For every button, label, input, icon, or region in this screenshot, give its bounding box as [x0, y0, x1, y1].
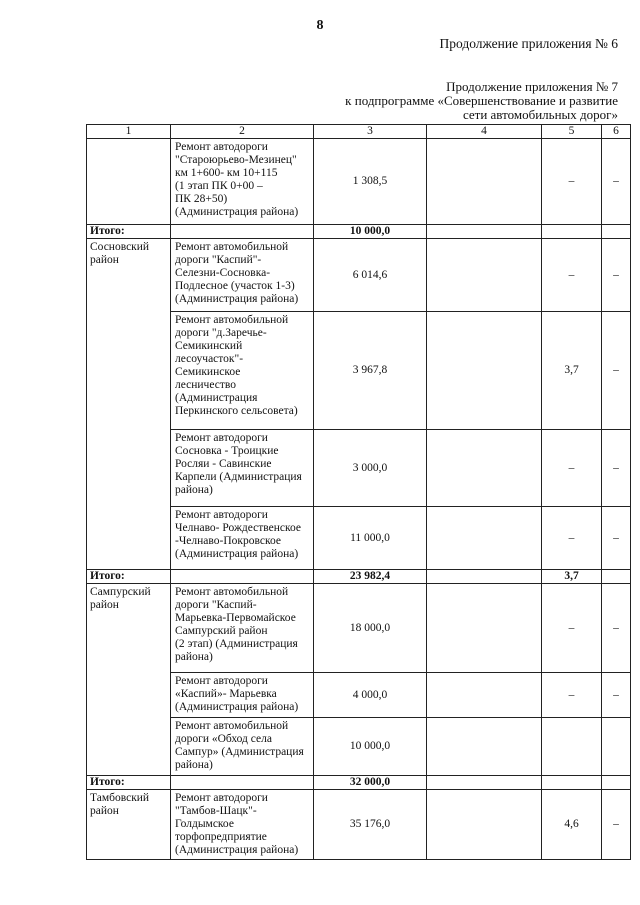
column-5-cell: –: [542, 673, 602, 718]
continuation-line: Продолжение приложения № 7: [446, 79, 618, 94]
road-name-line: Ремонт автодороги: [175, 792, 268, 804]
road-name-line: (Администрация района): [175, 293, 299, 305]
total-label: Итого:: [87, 776, 171, 790]
total-row: [87, 570, 631, 584]
empty-cell: [171, 225, 314, 239]
empty-cell: [602, 225, 631, 239]
region-name-line: район: [90, 254, 119, 266]
region-name-line: район: [90, 805, 119, 817]
column-4-cell: [427, 139, 542, 225]
road-name-cell: [171, 430, 314, 507]
road-name-line: Ремонт автомобильной: [175, 720, 289, 732]
region-name-line: Сампурский: [90, 586, 151, 598]
header-row: [87, 125, 631, 139]
road-name-line: "Тамбов-Шацк"-: [175, 805, 257, 817]
road-name-line: района): [175, 484, 213, 496]
total-row: [87, 225, 631, 239]
column-5-cell: –: [542, 239, 602, 312]
region-name-line: Тамбовский: [90, 792, 150, 804]
table-row: [87, 139, 631, 225]
road-name-cell: [171, 584, 314, 673]
amount-cell: 35 176,0: [314, 790, 427, 860]
column-5-cell: 4,6: [542, 790, 602, 860]
column-5-cell: 3,7: [542, 312, 602, 430]
column-5-cell: –: [542, 430, 602, 507]
road-name-line: Перкинского сельсовета): [175, 405, 298, 417]
road-name-line: км 1+600- км 10+115: [175, 167, 278, 179]
road-name-line: Ремонт автодороги: [175, 675, 268, 687]
column-4-cell: [427, 584, 542, 673]
road-name-line: района): [175, 759, 213, 771]
road-name-cell: [171, 312, 314, 430]
amount-cell: 6 014,6: [314, 239, 427, 312]
column-4-cell: [427, 312, 542, 430]
amount-cell: 10 000,0: [314, 718, 427, 776]
column-6-cell: –: [602, 584, 631, 673]
column-4-cell: [427, 239, 542, 312]
region-cell: [87, 790, 171, 860]
total-value: 32 000,0: [314, 776, 427, 790]
region-cell: [87, 239, 171, 570]
road-name-line: района): [175, 651, 213, 663]
column-6-cell: –: [602, 673, 631, 718]
road-name-line: Селезни-Сосновка-: [175, 267, 271, 279]
table-row: [87, 239, 631, 312]
table-body: [87, 125, 631, 860]
road-name-line: «Каспий»- Марьевка: [175, 688, 277, 700]
column-6-cell: –: [602, 139, 631, 225]
column-header: 5: [542, 125, 602, 139]
road-name-line: дороги "Каспий-: [175, 599, 257, 611]
road-name-line: торфопредприятие: [175, 831, 267, 843]
empty-cell: [427, 776, 542, 790]
table-row: [87, 584, 631, 673]
road-name-line: (Администрация района): [175, 206, 299, 218]
amount-cell: 1 308,5: [314, 139, 427, 225]
road-name-line: Карпели (Администрация: [175, 471, 302, 483]
column-5-cell: –: [542, 584, 602, 673]
page-number: 8: [316, 18, 324, 33]
total-value-col5: [542, 776, 602, 790]
total-label: Итого:: [87, 225, 171, 239]
road-name-cell: [171, 718, 314, 776]
empty-cell: [171, 776, 314, 790]
road-name-line: Ремонт автомобильной: [175, 586, 289, 598]
road-name-line: лесоучасток"-: [175, 353, 244, 365]
amount-cell: 3 000,0: [314, 430, 427, 507]
amount-cell: 18 000,0: [314, 584, 427, 673]
region-name-line: Сосновский: [90, 241, 150, 253]
column-5-cell: –: [542, 139, 602, 225]
total-row: [87, 776, 631, 790]
empty-cell: [427, 225, 542, 239]
road-name-line: Марьевка-Первомайское: [175, 612, 296, 624]
road-name-line: Семикинское: [175, 366, 241, 378]
empty-cell: [602, 776, 631, 790]
continuation-appendix-7: [345, 80, 618, 122]
column-6-cell: –: [602, 507, 631, 570]
road-name-line: (Администрация района): [175, 844, 299, 856]
road-name-line: (Администрация района): [175, 548, 299, 560]
column-4-cell: [427, 673, 542, 718]
total-value-col5: [542, 225, 602, 239]
continuation-line: сети автомобильных дорог»: [462, 107, 618, 122]
road-name-line: Сосновка - Троицкие: [175, 445, 279, 457]
column-4-cell: [427, 718, 542, 776]
amount-cell: 11 000,0: [314, 507, 427, 570]
region-name-line: район: [90, 599, 119, 611]
road-name-line: дороги "д.Заречье-: [175, 327, 267, 339]
column-6-cell: –: [602, 430, 631, 507]
empty-cell: [602, 570, 631, 584]
road-name-line: лесничество: [175, 379, 236, 391]
continuation-line: к подпрограмме «Совершенствование и развитие: [345, 93, 618, 108]
road-name-line: (Администрация района): [175, 701, 299, 713]
road-name-line: Подлесное (участок 1-3): [175, 280, 295, 292]
column-4-cell: [427, 507, 542, 570]
road-name-line: Ремонт автодороги: [175, 432, 268, 444]
region-cell: [87, 139, 171, 225]
road-name-line: Семикинский: [175, 340, 243, 352]
column-header: 4: [427, 125, 542, 139]
total-value: 23 982,4: [314, 570, 427, 584]
road-name-line: дороги "Каспий"-: [175, 254, 262, 266]
empty-cell: [427, 570, 542, 584]
column-header: 2: [171, 125, 314, 139]
column-6-cell: –: [602, 239, 631, 312]
column-6-cell: –: [602, 790, 631, 860]
road-name-line: Ремонт автодороги: [175, 509, 268, 521]
road-name-cell: [171, 239, 314, 312]
table-row: [87, 790, 631, 860]
column-4-cell: [427, 430, 542, 507]
column-header: 6: [602, 125, 631, 139]
road-name-line: дороги «Обход села: [175, 733, 272, 745]
total-label: Итого:: [87, 570, 171, 584]
empty-cell: [171, 570, 314, 584]
road-name-line: ПК 28+50): [175, 193, 228, 205]
continuation-appendix-6: Продолжение приложения № 6: [439, 36, 618, 51]
funding-table: [86, 124, 631, 860]
road-name-line: Сампурский район: [175, 625, 268, 637]
road-name-cell: [171, 673, 314, 718]
column-header: 1: [87, 125, 171, 139]
amount-cell: 3 967,8: [314, 312, 427, 430]
road-name-line: (1 этап ПК 0+00 –: [175, 180, 263, 192]
column-6-cell: –: [602, 312, 631, 430]
road-name-line: Ремонт автомобильной: [175, 314, 289, 326]
column-5-cell: –: [542, 507, 602, 570]
road-name-line: Челнаво- Рождественское: [175, 522, 301, 534]
total-value: 10 000,0: [314, 225, 427, 239]
road-name-line: Ремонт автодороги: [175, 141, 268, 153]
road-name-line: Росляи - Савинские: [175, 458, 272, 470]
road-name-cell: [171, 139, 314, 225]
road-name-line: Голдымское: [175, 818, 234, 830]
amount-cell: 4 000,0: [314, 673, 427, 718]
road-name-cell: [171, 507, 314, 570]
column-5-cell: [542, 718, 602, 776]
column-6-cell: [602, 718, 631, 776]
road-name-cell: [171, 790, 314, 860]
road-name-line: (Администрация: [175, 392, 258, 404]
road-name-line: Ремонт автомобильной: [175, 241, 289, 253]
total-value-col5: 3,7: [542, 570, 602, 584]
column-header: 3: [314, 125, 427, 139]
table-wrapper: [86, 124, 631, 860]
road-name-line: -Челнаво-Покровское: [175, 535, 281, 547]
road-name-line: Сампур» (Администрация: [175, 746, 304, 758]
road-name-line: "Староюрьево-Мезинец": [175, 154, 297, 166]
road-name-line: (2 этап) (Администрация: [175, 638, 298, 650]
column-4-cell: [427, 790, 542, 860]
region-cell: [87, 584, 171, 776]
